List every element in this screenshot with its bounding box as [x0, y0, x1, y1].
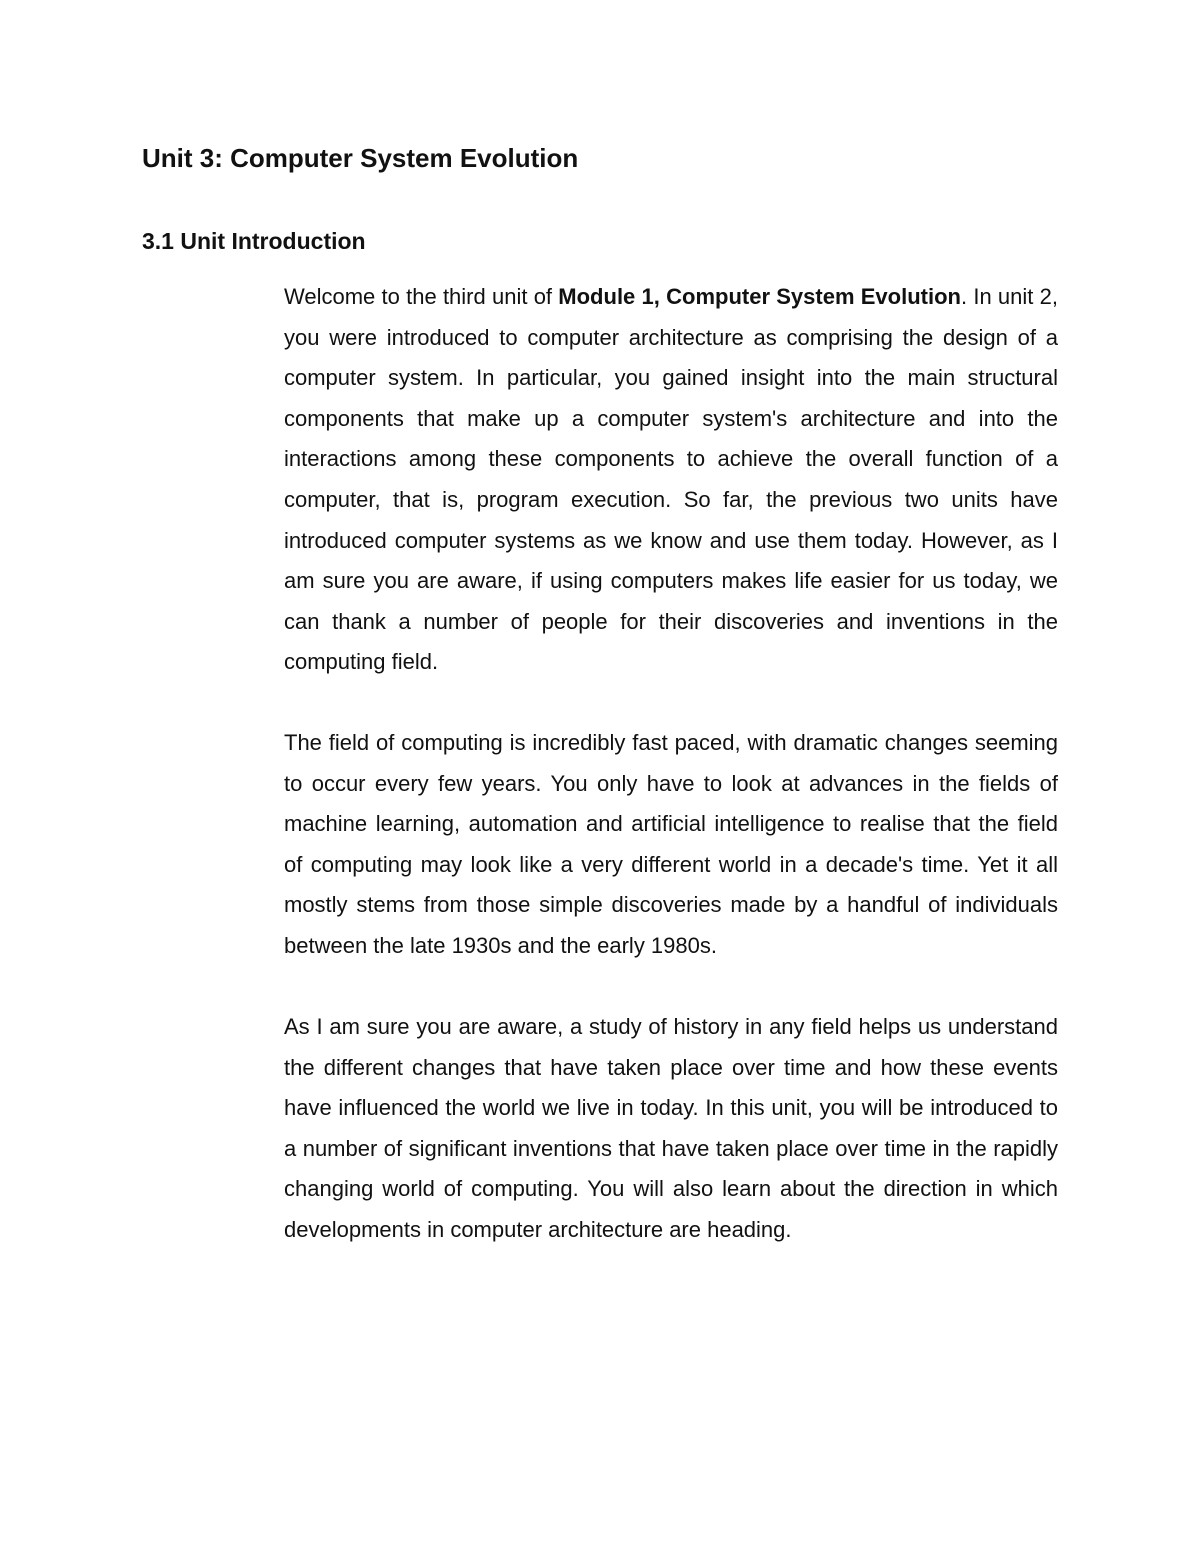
intro-paragraph-3: As I am sure you are aware, a study of history in any field helps us understand the different changes that have taken place over time and how these events have influenced the world we live in today. In this unit, you will be introduced to a number of significant inventions that have taken place over time in the rapidly changing world of computing. You will also learn about the direction in which developments in computer architecture are heading.: [284, 1014, 1058, 1242]
unit-title: Unit 3: Computer System Evolution: [142, 143, 579, 173]
intro-paragraph-1: [284, 277, 1058, 683]
module-title-bold: Module 1, Computer System Evolution: [558, 284, 961, 309]
section-heading: 3.1 Unit Introduction: [142, 228, 366, 254]
paragraph-1-intro: Welcome to the third unit of: [284, 284, 559, 309]
paragraph-1-rest: . In unit 2, you were introduced to computer architecture as comprising the design of a computer system. In particular, you gained insight into the main structural components that make up a computer system's architecture and into the interactions among these components to achieve the overall function of a computer, that is, program execution. So far, the previous two units have introduced computer systems as we know and use them today. However, as I am sure you are aware, if using computers makes life easier for us today, we can thank a number of people for their discoveries and inventions in the computing field.: [284, 284, 1058, 675]
intro-paragraph-2: The field of computing is incredibly fast paced, with dramatic changes seeming to occur every few years. You only have to look at advances in the fields of machine learning, automation and artificial intelligence to realise that the field of computing may look like a very different world in a decade's time. Yet it all mostly stems from those simple discoveries made by a handful of individuals between the late 1930s and the early 1980s.: [284, 730, 1058, 958]
